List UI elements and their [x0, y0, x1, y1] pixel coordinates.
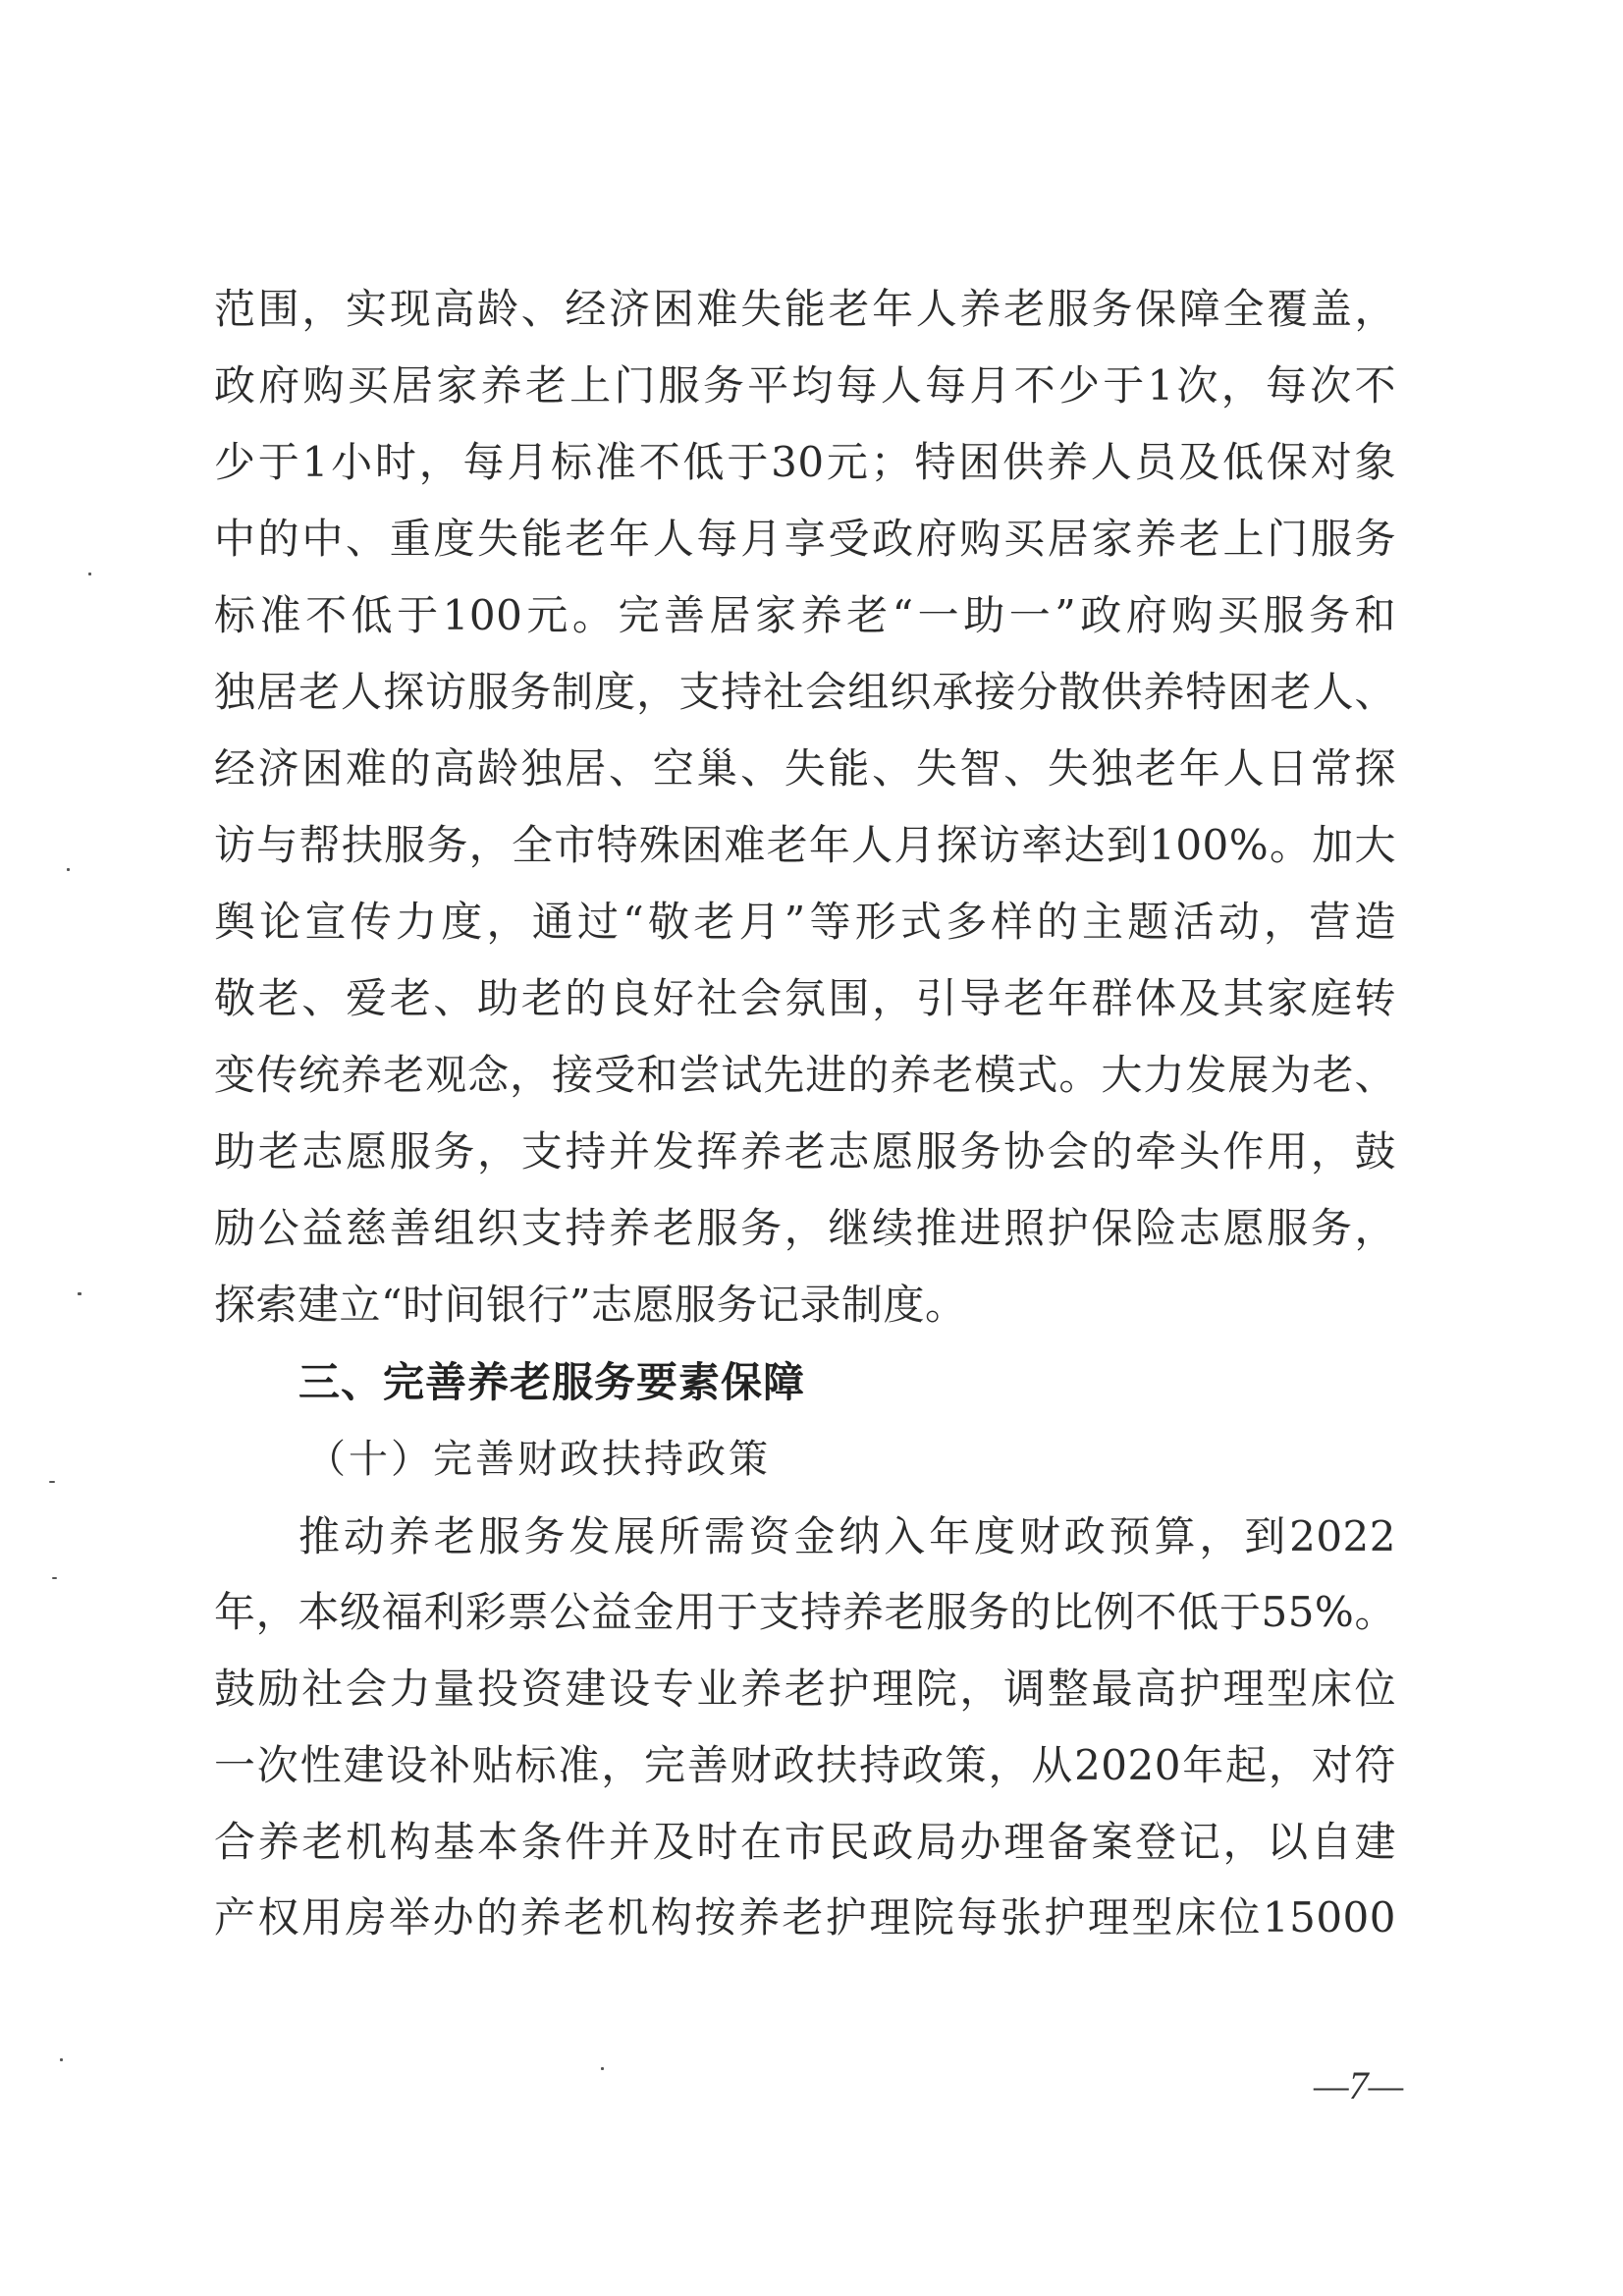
page-number: —7— — [1314, 2063, 1404, 2107]
text-line: 励公益慈善组织支持养老服务，继续推进照护保险志愿服务， — [214, 1204, 1396, 1252]
section-heading: 三、完善养老服务要素保障 — [298, 1358, 806, 1406]
text-line: 变传统养老观念，接受和尝试先进的养老模式。大力发展为老、 — [214, 1051, 1396, 1099]
text-line: 探索建立“时间银行”志愿服务记录制度。 — [214, 1281, 967, 1329]
text-line: 少于1小时，每月标准不低于30元；特困供养人员及低保对象 — [214, 438, 1396, 486]
text-line: 鼓励社会力量投资建设专业养老护理院，调整最高护理型床位 — [214, 1665, 1396, 1713]
scan-speck — [52, 1577, 57, 1579]
text-line: 助老志愿服务，支持并发挥养老志愿服务协会的牵头作用，鼓 — [214, 1127, 1396, 1175]
text-line: 范围，实现高龄、经济困难失能老年人养老服务保障全覆盖， — [214, 285, 1396, 333]
text-line: 一次性建设补贴标准，完善财政扶持政策，从2020年起，对符 — [214, 1741, 1396, 1789]
text-line: 政府购买居家养老上门服务平均每人每月不少于1次，每次不 — [214, 361, 1396, 410]
text-line: 中的中、重度失能老年人每月享受政府购买居家养老上门服务 — [214, 515, 1396, 563]
text-line: 访与帮扶服务，全市特殊困难老年人月探访率达到100%。加大 — [214, 821, 1396, 869]
text-line: 敬老、爱老、助老的良好社会氛围，引导老年群体及其家庭转 — [214, 974, 1396, 1022]
scan-speck — [88, 573, 91, 575]
text-line: 标准不低于100元。完善居家养老“一助一”政府购买服务和 — [214, 591, 1396, 639]
text-line: 推动养老服务发展所需资金纳入年度财政预算，到2022 — [298, 1512, 1396, 1560]
scan-speck — [67, 868, 70, 871]
text-line: 年，本级福利彩票公益金用于支持养老服务的比例不低于55%。 — [214, 1588, 1396, 1636]
scan-speck — [78, 1292, 81, 1295]
subsection-heading: （十）完善财政扶持政策 — [306, 1437, 771, 1482]
scan-speck — [49, 1481, 55, 1483]
text-line: 舆论宣传力度，通过“敬老月”等形式多样的主题活动，营造 — [214, 898, 1396, 946]
text-line: 合养老机构基本条件并及时在市民政局办理备案登记，以自建 — [214, 1818, 1396, 1866]
scan-speck — [601, 2067, 604, 2070]
text-line: 产权用房举办的养老机构按养老护理院每张护理型床位15000 — [214, 1893, 1396, 1941]
text-line: 独居老人探访服务制度，支持社会组织承接分散供养特困老人、 — [214, 668, 1396, 716]
scan-speck — [60, 2058, 63, 2061]
text-line: 经济困难的高龄独居、空巢、失能、失智、失独老年人日常探 — [214, 744, 1396, 793]
